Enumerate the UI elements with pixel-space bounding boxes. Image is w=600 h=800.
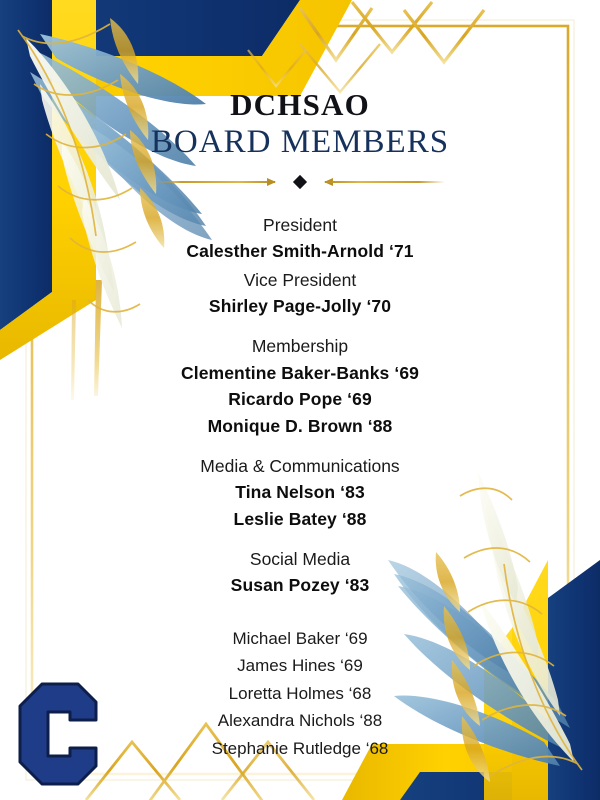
role-label: Vice President [243, 269, 357, 290]
divider-rule-left [155, 181, 275, 183]
title-block [0, 88, 600, 190]
board-member-name: Susan Pozey ‘83 [230, 575, 370, 596]
divider-rule-right [325, 181, 445, 183]
board-member-name: Shirley Page-Jolly ‘70 [208, 296, 392, 317]
board-member-name: Tina Nelson ‘83 [235, 482, 365, 503]
general-member-name: James Hines ‘69 [237, 656, 363, 676]
board-member-name: Monique D. Brown ‘88 [207, 415, 393, 436]
page-title: DCHSAO [230, 87, 370, 122]
roster-group [0, 212, 600, 265]
roster-group [0, 546, 600, 599]
role-label: Membership [251, 336, 349, 357]
diamond-icon [293, 175, 307, 189]
board-member-name: Calesther Smith-Arnold ‘71 [186, 241, 414, 262]
divider-arrow-left-icon [267, 178, 276, 186]
general-member-name: Loretta Holmes ‘68 [228, 683, 372, 703]
general-member-name: Michael Baker ‘69 [232, 628, 368, 648]
divider-ornament [155, 174, 445, 190]
role-label: Media & Communications [200, 455, 400, 476]
general-member-name: Stephanie Rutledge ‘68 [211, 738, 389, 758]
roster-group [0, 333, 600, 438]
board-roster [0, 212, 600, 599]
roster-group [0, 267, 600, 320]
role-label: Social Media [249, 548, 351, 569]
board-member-name: Leslie Batey ‘88 [233, 508, 367, 529]
board-member-name: Ricardo Pope ‘69 [228, 389, 372, 410]
role-label: President [263, 214, 337, 235]
general-member-name: Alexandra Nichols ‘88 [217, 711, 383, 731]
general-members-list [0, 625, 600, 763]
page-subtitle: BOARD MEMBERS [150, 124, 450, 161]
board-member-name: Clementine Baker-Banks ‘69 [181, 363, 419, 383]
roster-group [0, 453, 600, 532]
